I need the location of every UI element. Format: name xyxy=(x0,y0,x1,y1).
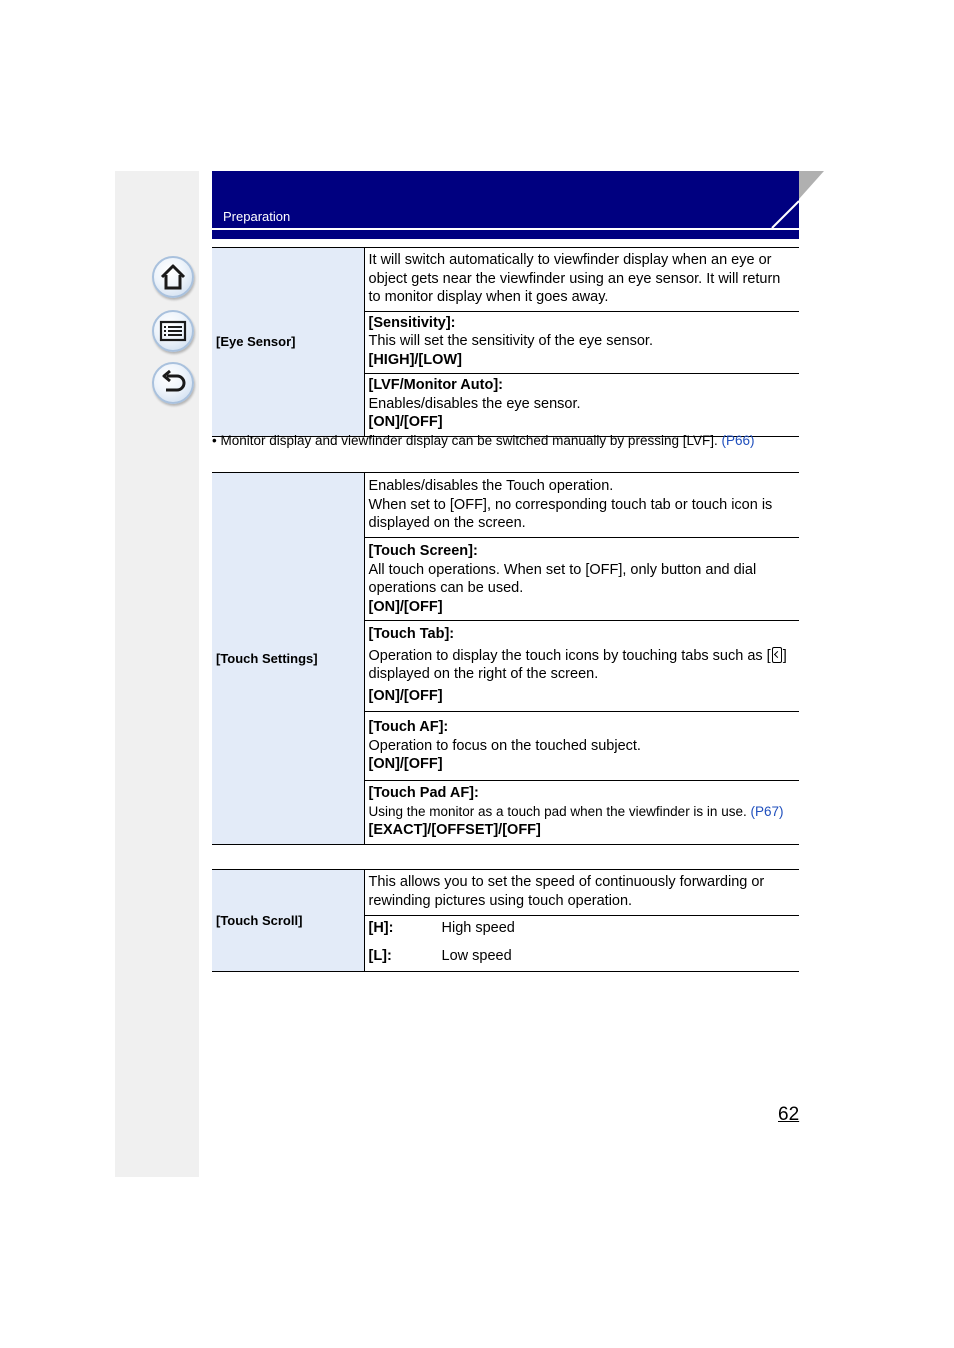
eye-sensor-intro: It will switch automatically to viewfinder display when an eye or object gets near the viewfinder using an eye sensor. It will return to monitor display when it goes away. xyxy=(364,248,799,312)
touch-screen-title: [Touch Screen]: xyxy=(368,543,478,559)
touch-screen-cell xyxy=(364,538,799,621)
touch-af-cell xyxy=(364,712,799,781)
home-icon xyxy=(158,262,188,292)
touch-scroll-table xyxy=(212,869,799,972)
eye-sensor-label: [Eye Sensor] xyxy=(212,248,364,437)
p67-link[interactable]: (P67) xyxy=(750,803,784,819)
touch-pad-af-line xyxy=(369,803,796,822)
touch-scroll-l-row xyxy=(364,944,799,972)
eye-sensor-table xyxy=(212,247,799,437)
touch-settings-label: [Touch Settings] xyxy=(212,473,364,845)
touch-pad-af-cell xyxy=(364,781,799,845)
lvf-monitor-auto-title: [LVF/Monitor Auto]: xyxy=(368,377,503,393)
home-button[interactable] xyxy=(152,256,194,298)
header-banner xyxy=(212,171,824,241)
touch-scroll-l-key: [L]: xyxy=(368,947,392,964)
touch-screen-options: [ON]/[OFF] xyxy=(368,598,443,615)
page-number: 62 xyxy=(778,1104,800,1125)
touch-scroll-intro: This allows you to set the speed of continuously forwarding or rewinding pictures using touch operation. xyxy=(364,870,799,916)
menu-button[interactable] xyxy=(152,310,194,352)
lvf-note-text: • Monitor display and viewfinder display can be switched manually by pressing [LVF]. xyxy=(212,433,718,448)
back-icon xyxy=(158,368,188,398)
sensitivity-cell xyxy=(364,311,799,374)
touch-settings-table xyxy=(212,472,799,845)
touch-pad-af-options: [EXACT]/[OFFSET]/[OFF] xyxy=(368,822,541,838)
touch-settings-intro: Enables/disables the Touch operation. When set to [OFF], no corresponding touch tab or touch icon is displayed on the screen. xyxy=(364,473,799,538)
lvf-monitor-auto-options: [ON]/[OFF] xyxy=(368,414,443,430)
touch-scroll-h-value: High speed xyxy=(441,920,515,936)
touch-pad-af-title: [Touch Pad AF]: xyxy=(368,785,479,801)
touch-tab-icon xyxy=(772,647,782,663)
touch-af-title: [Touch AF]: xyxy=(368,719,449,735)
touch-screen-text: All touch operations. When set to [OFF], only button and dial operations can be used. xyxy=(368,561,757,596)
sensitivity-text: This will set the sensitivity of the eye sensor. xyxy=(368,333,653,349)
touch-tab-text-before: Operation to display the touch icons by touching tabs such as [ xyxy=(368,647,771,664)
back-button[interactable] xyxy=(152,362,194,404)
touch-scroll-l-value: Low speed xyxy=(441,947,512,964)
touch-af-options: [ON]/[OFF] xyxy=(368,756,443,772)
touch-tab-cell xyxy=(364,621,799,712)
touch-tab-text-after: ] displayed on the right of the screen. xyxy=(368,647,787,682)
touch-af-text: Operation to focus on the touched subject. xyxy=(368,737,641,754)
touch-scroll-h-row xyxy=(364,916,799,944)
touch-scroll-label: [Touch Scroll] xyxy=(212,870,364,972)
touch-tab-text xyxy=(369,647,796,684)
touch-pad-af-text: Using the monitor as a touch pad when the viewfinder is in use. xyxy=(368,803,747,819)
lvf-monitor-auto-cell xyxy=(364,374,799,437)
touch-tab-options: [ON]/[OFF] xyxy=(368,687,443,704)
chapter-header xyxy=(212,171,824,241)
touch-tab-title: [Touch Tab]: xyxy=(368,626,455,642)
p66-link[interactable]: (P66) xyxy=(721,433,755,448)
lvf-monitor-auto-text: Enables/disables the eye sensor. xyxy=(368,395,581,412)
section-title: Preparation xyxy=(223,209,291,224)
menu-list-icon xyxy=(158,316,188,346)
touch-scroll-h-key: [H]: xyxy=(368,920,394,936)
sensitivity-options: [HIGH]/[LOW] xyxy=(368,351,462,368)
lvf-note xyxy=(212,433,755,448)
sensitivity-title: [Sensitivity]: xyxy=(368,314,456,331)
